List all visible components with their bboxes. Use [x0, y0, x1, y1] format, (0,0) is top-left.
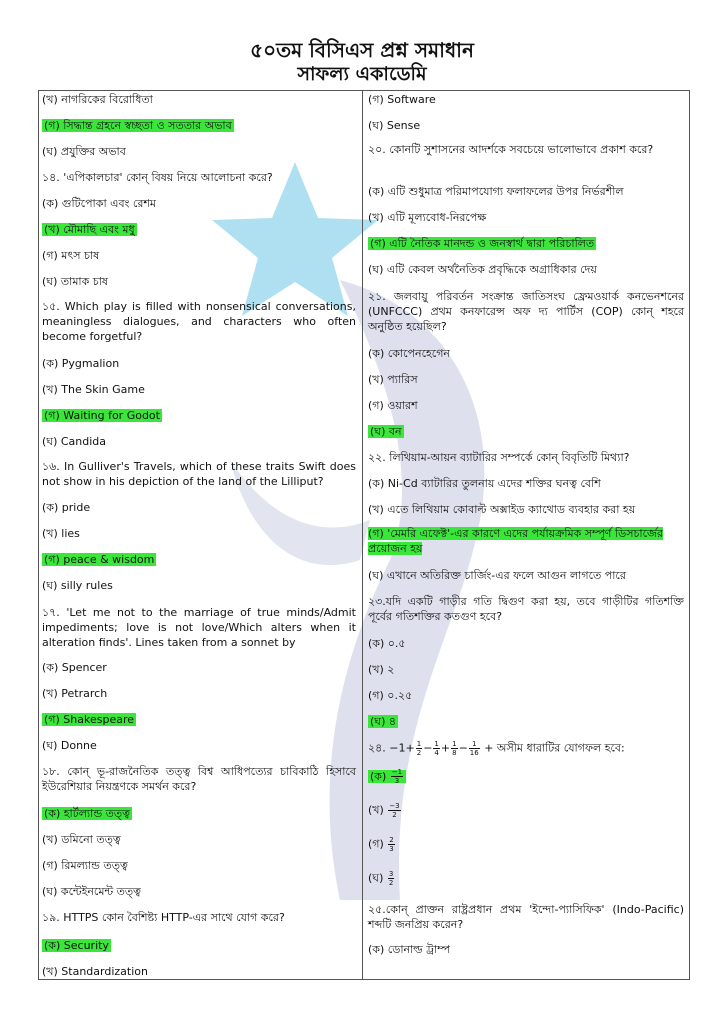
- option-text: (ঘ) Donne: [42, 739, 97, 752]
- correct-option: (গ) 'মেমরি এফেক্ট'-এর কারণে এদের পর্যায়ক্রমিক সম্পূর্ণ ডিসচার্জের প্রয়োজন হয়: [368, 527, 663, 555]
- fraction: $\frac{-3}{2}$: [389, 802, 400, 819]
- correct-option: (গ) peace & wisdom: [44, 553, 155, 566]
- option-text: (ঘ) কন্টেইনমেন্ট তত্ত্ব: [42, 885, 141, 898]
- option-text: (খ) The Skin Game: [42, 383, 145, 396]
- question-20: ২০. কোনটি সুশাসনের আদর্শকে সবচেয়ে ভালোভাবে প্রকাশ করে?: [368, 143, 654, 156]
- option-text: (ক) এটি শুধুমাত্র পরিমাপযোগ্য ফলাফলের উপর নির্ভরশীল: [368, 185, 624, 198]
- option-text: (গ) মৎস চাষ: [42, 249, 100, 262]
- question-15: ১৫. Which play is filled with nonsensical conversations, meaningless dialogues, and characters who often become forgetful?: [42, 300, 356, 343]
- option-text: (ক) ডোনাল্ড ট্রাম্প: [368, 943, 450, 956]
- option-text: (গ) Software: [368, 93, 436, 106]
- option-text: (ঘ) এটি কেবল অর্থনৈতিক প্রবৃদ্ধিকে অগ্রাধিকার দেয়: [368, 263, 597, 276]
- option-text: (খ) $\frac{-3}{2}$: [368, 802, 400, 819]
- correct-option: (ক) হার্টল্যান্ড তত্ত্ব: [44, 807, 130, 820]
- option-text: (খ) নাগরিকের বিরোধিতা: [42, 93, 153, 106]
- option-text: (ক) Ni-Cd ব্যাটারির তুলনায় এদের শক্তির ঘনত্ব বেশি: [368, 477, 601, 490]
- option-text: (ক) কোপেনহেগেন: [368, 347, 450, 360]
- question-21: ২১. জলবায়ু পরিবর্তন সংক্রান্ত জাতিসংঘ ফ্রেমওয়ার্ক কনভেনশনের (UNFCCC) প্রথম কনফারেন্স অফ দ্য পার্টিস (COP) কোন্ শহরে অনুষ্ঠিত হয়েছিল?: [368, 290, 684, 333]
- question-19: ১৯. HTTPS কোন বৈশিষ্ট্য HTTP-এর সাথে যোগ করে?: [42, 911, 285, 924]
- question-17: ১৭. 'Let me not to the marriage of true minds/Admit impediments; love is not love/Which alters when it alteration finds'. Lines taken from a sonnet by: [42, 606, 356, 649]
- fraction: $\frac{1}{4}$: [434, 740, 439, 757]
- correct-option: (ঘ) ৪: [370, 715, 397, 728]
- fraction: $\frac{3}{2}$: [388, 870, 394, 887]
- option-text: (খ) lies: [42, 527, 80, 540]
- correct-option: (ক) Security: [44, 939, 109, 952]
- question-23: ২৩.যদি একটি গাড়ীর গতি দ্বিগুণ করা হয়, তবে গাড়ীটির গতিশক্তি পূর্বের গতিশক্তির কতগুণ হবে?: [368, 595, 684, 623]
- page-header: [0, 38, 724, 86]
- option-text: (ঘ) এখানে অতিরিক্ত চার্জিং-এর ফলে আগুন লাগতে পারে: [368, 569, 626, 582]
- option-text: (ঘ) silly rules: [42, 579, 113, 592]
- option-text: (ক) Spencer: [42, 661, 107, 674]
- option-text: (ক) pride: [42, 501, 91, 514]
- question-14: ১৪. 'এপিকালচার' কোন্ বিষয় নিয়ে আলোচনা করে?: [42, 171, 273, 184]
- fraction: $\frac{1}{16}$: [469, 740, 479, 757]
- question-18: ১৮. কোন্ ভূ-রাজনৈতিক তত্ত্ব বিশ্ব আধিপত্যের চাবিকাঠি হিসাবে ইউরেশিয়ার নিয়ন্ত্রণকে সমর্থন করে?: [42, 765, 356, 793]
- fraction: $\frac{1}{8}$: [452, 740, 457, 757]
- question-22: ২২. লিথিয়াম-আয়ন ব্যাটারির সম্পর্কে কোন্ বিবৃতিটি মিথ্যা?: [368, 451, 630, 464]
- correct-option: (খ) মৌমাছি এবং মধু: [44, 223, 135, 236]
- option-text: (ঘ) প্রযুক্তির অভাব: [42, 145, 126, 158]
- fraction: $\frac{-1}{3}$: [391, 768, 403, 785]
- option-text: (ঘ) Candida: [42, 435, 107, 448]
- fraction: $\frac{2}{3}$: [389, 836, 394, 853]
- fraction: $\frac{1}{2}$: [416, 740, 422, 757]
- question-24: ২৪. −1+ $\frac{1}{2}$ − $\frac{1}{4}$ + $\frac{1}{8}$ − $\frac{1}{16}$ + অসীম ধারাটির যোগফল হবে:: [368, 740, 625, 757]
- option-text: (খ) Standardization: [42, 965, 148, 978]
- correct-option: (ক) $\frac{-1}{3}$: [368, 768, 684, 785]
- correct-option: (গ) Shakespeare: [44, 713, 134, 726]
- option-text: (ঘ) $\frac{3}{2}$: [368, 870, 394, 887]
- option-text: (ক) Pygmalion: [42, 357, 120, 370]
- page-title: ৫০তম বিসিএস প্রশ্ন সমাধান: [250, 38, 474, 62]
- option-text: (গ) ওয়ারশ: [368, 399, 418, 412]
- option-text: (গ) $\frac{2}{3}$: [368, 836, 394, 853]
- option-text: (খ) Petrarch: [42, 687, 108, 700]
- correct-option: (গ) Waiting for Godot: [44, 409, 160, 422]
- column-divider: [362, 90, 363, 980]
- correct-option: (ঘ) বন: [370, 425, 402, 438]
- page-subtitle: সাফল্য একাডেমি: [297, 63, 427, 85]
- option-text: (ঘ) Sense: [368, 119, 421, 132]
- option-text: (গ) ০.২৫: [368, 689, 413, 702]
- correct-option: (গ) সিদ্ধান্ত গ্রহনে স্বচ্ছতা ও সততার অভাব: [44, 119, 232, 132]
- option-text: (খ) ডমিনো তত্ত্ব: [42, 833, 121, 846]
- option-text: (ঘ) তামাক চাষ: [42, 275, 108, 288]
- option-text: (গ) রিমল্যান্ড তত্ত্ব: [42, 859, 128, 872]
- option-text: (খ) এটি মূল্যবোধ-নিরপেক্ষ: [368, 211, 487, 224]
- option-text: (ক) ০.৫: [368, 637, 406, 650]
- option-text: (ক) গুটিপোকা এবং রেশম: [42, 197, 156, 210]
- option-text: (খ) এতে লিথিয়াম কোবাল্ট অক্সাইড ক্যাথোড ব্যবহার করা হয়: [368, 503, 636, 516]
- question-25: ২৫.কোন্ প্রাক্তন রাষ্ট্রপ্রধান প্রথম 'ইন্দো-প্যাসিফিক' (Indo-Pacific) শব্দটি জনপ্রিয় করেন?: [368, 903, 684, 931]
- question-16: ১৬. In Gulliver's Travels, which of these traits Swift does not show in his depiction of the land of the Lilliput?: [42, 460, 356, 488]
- option-text: (খ) প্যারিস: [368, 373, 418, 386]
- correct-option: (গ) এটি নৈতিক মানদন্ড ও জনস্বার্থ দ্বারা পরিচালিত: [370, 237, 595, 250]
- option-text: (খ) ২: [368, 663, 395, 676]
